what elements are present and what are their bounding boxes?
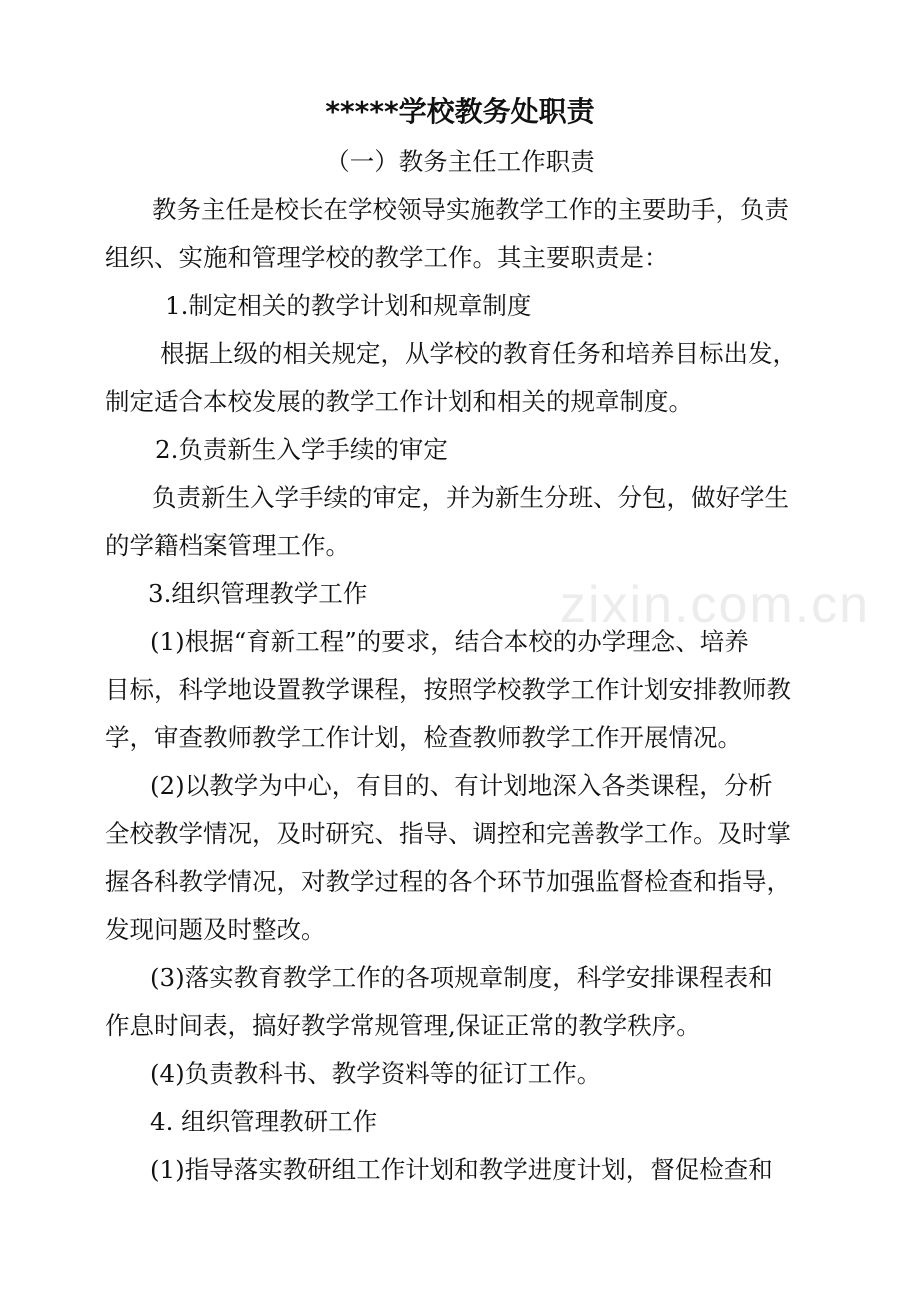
paragraph-line: 全校教学情况，及时研究、指导、调控和完善教学工作。及时掌: [105, 819, 791, 848]
paragraph-line: (1)指导落实教研组工作计划和教学进度计划，督促检查和: [150, 1155, 773, 1184]
paragraph-line: (3)落实教育教学工作的各项规章制度，科学安排课程表和: [150, 963, 773, 992]
paragraph-line: 负责新生入学手续的审定，并为新生分班、分包，做好学生: [152, 483, 789, 512]
paragraph-line: 学，审查教师教学工作计划，检查教师教学工作开展情况。: [105, 723, 742, 752]
paragraph-line: 教务主任是校长在学校领导实施教学工作的主要助手，负责: [152, 195, 789, 224]
subheading-line: 3.组织管理教学工作: [148, 579, 368, 608]
paragraph-line: 组织、实施和管理学校的教学工作。其主要职责是：: [105, 243, 669, 272]
paragraph-line: 发现问题及时整改。: [105, 915, 326, 944]
subheading-line: 2.负责新生入学手续的审定: [155, 435, 448, 464]
paragraph-line: 制定适合本校发展的教学工作计划和相关的规章制度。: [105, 387, 693, 416]
subheading-line: 1.制定相关的教学计划和规章制度: [165, 291, 532, 320]
paragraph-line: (4)负责教科书、教学资料等的征订工作。: [150, 1059, 602, 1088]
paragraph-line: 的学籍档案管理工作。: [105, 531, 350, 560]
section-heading: （一）教务主任工作职责: [325, 147, 595, 176]
document-title: *****学校教务处职责: [325, 95, 595, 128]
paragraph-line: 握各科教学情况，对教学过程的各个环节加强监督检查和指导，: [105, 867, 791, 896]
paragraph-line: 作息时间表，搞好教学常规管理,保证正常的教学秩序。: [105, 1011, 701, 1040]
paragraph-line: (1)根据“育新工程”的要求，结合本校的办学理念、培养: [150, 627, 749, 656]
watermark-text: zixin.com.cn: [560, 576, 871, 634]
subheading-line: 4. 组织管理教研工作: [150, 1107, 378, 1136]
paragraph-line: 根据上级的相关规定，从学校的教育任务和培养目标出发，: [160, 339, 797, 368]
paragraph-line: (2)以教学为中心，有目的、有计划地深入各类课程，分析: [150, 771, 773, 800]
paragraph-line: 目标，科学地设置教学课程，按照学校教学工作计划安排教师教: [105, 675, 791, 704]
